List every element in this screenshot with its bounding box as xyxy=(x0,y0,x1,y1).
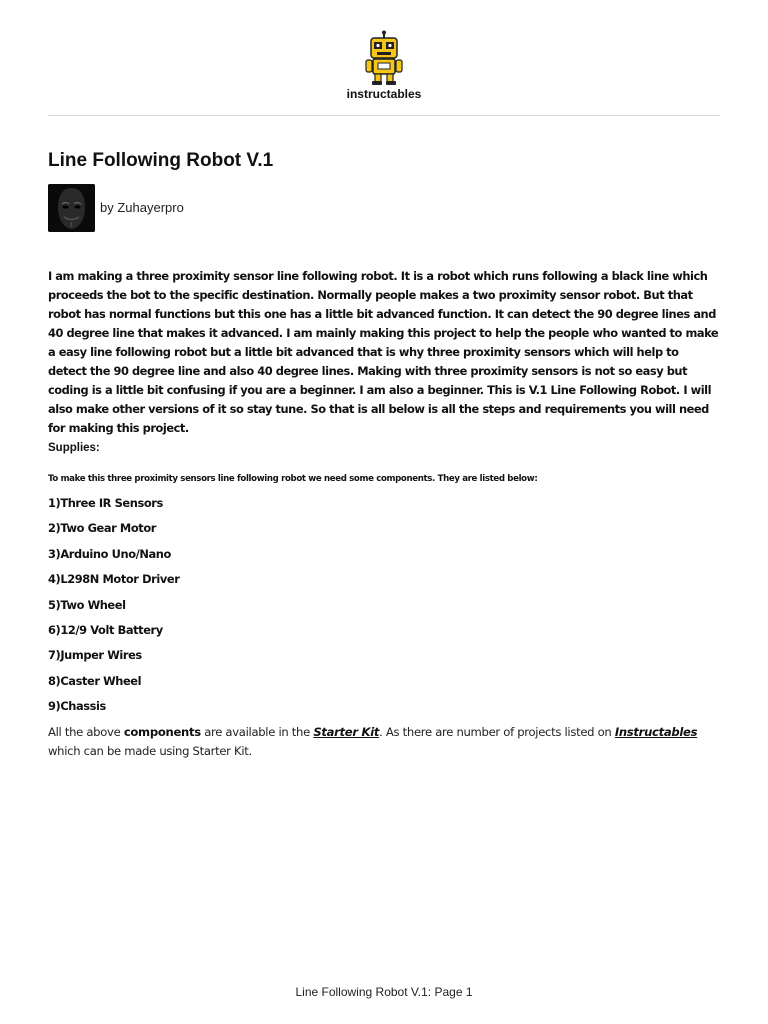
components-emphasis: components xyxy=(123,725,201,739)
list-item: 4)L298N Motor Driver xyxy=(48,572,180,587)
list-item: 3)Arduino Uno/Nano xyxy=(48,546,171,561)
starter-kit-link[interactable]: Starter Kit xyxy=(313,725,380,739)
instructables-link[interactable]: Instructables xyxy=(614,725,698,739)
page-header xyxy=(0,0,768,116)
masked-face-avatar xyxy=(48,184,95,232)
supplies-heading: Supplies: xyxy=(48,442,100,454)
list-item: 9)Chassis xyxy=(48,699,106,714)
list-item: 8)Caster Wheel xyxy=(48,673,142,688)
header-divider xyxy=(48,115,720,116)
note-text: All the above xyxy=(48,725,124,739)
site-name[interactable]: instructables xyxy=(346,87,422,101)
list-item: 7)Jumper Wires xyxy=(48,648,142,663)
note-text: which can be made using Starter Kit. xyxy=(48,744,252,758)
note-text: . As there are number of projects listed on xyxy=(379,725,615,739)
author-avatar[interactable] xyxy=(48,184,95,232)
list-item: 5)Two Wheel xyxy=(48,597,126,612)
supplies-lead: To make this three proximity sensors line following robot we need some components. They are listed below: xyxy=(48,474,538,484)
list-item: 1)Three IR Sensors xyxy=(48,496,163,510)
note-text: are available in the xyxy=(200,725,314,739)
list-item: 6)12/9 Volt Battery xyxy=(48,622,163,637)
page-footer: Line Following Robot V.1: Page 1 xyxy=(295,985,473,999)
list-item: 2)Two Gear Motor xyxy=(48,521,156,536)
page-title: Line Following Robot V.1 xyxy=(48,150,274,171)
instructables-robot-icon[interactable] xyxy=(361,30,407,86)
components-list xyxy=(48,494,179,723)
starter-kit-note xyxy=(48,723,728,761)
intro-paragraph: I am making a three proximity sensor line following robot. It is a robot which runs following a black line which proceeds the bot to the specific destination. Normally people makes a two proximity sensor robot. But that robot has normal functions but this one has a little bit advanced function. It can detect the 90 degree lines and 40 degree line that makes it advanced. I am mainly making this project to help the people who wanted to make a easy line following robot but a little bit advanced that is why three proximity sensors which will help to detect the 90 degree line and also 40 degree lines. Making with three proximity sensors is not so easy but coding is a little bit confusing if you are a beginner. I am also a beginner. This is V.1 Line Following Robot. I will also make other versions of it so stay tune. So that is all below is all the steps and requirements you will need for making this project. xyxy=(48,269,719,435)
author-byline[interactable]: by Zuhayerpro xyxy=(100,200,184,215)
